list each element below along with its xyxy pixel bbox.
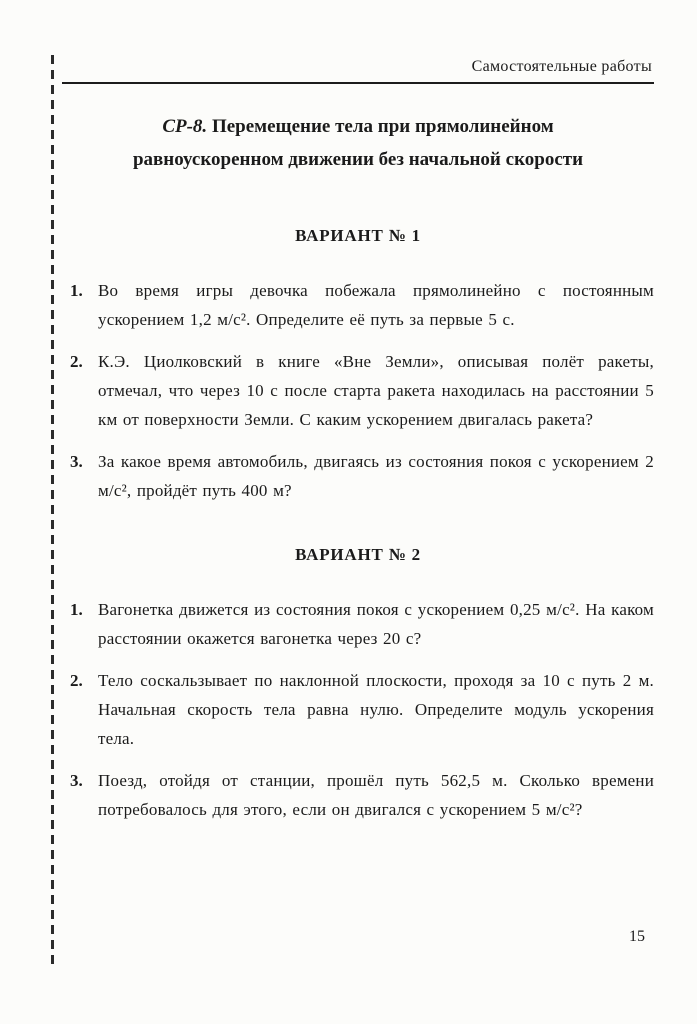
variant-1-problems	[62, 276, 654, 505]
problem-text: Поезд, отойдя от станции, прошёл путь 562,5 м. Сколько времени потребовалось для этого, если он двигался с ускорением 5 м/с²?	[98, 771, 654, 819]
running-header: Самостоятельные работы	[471, 58, 652, 75]
worksheet-title-text: Перемещение тела при прямолинейном равноускоренном движении без начальной скорости	[132, 116, 584, 170]
problem-item	[62, 276, 654, 334]
problem-item	[62, 347, 654, 434]
variant-2-problems	[62, 595, 654, 824]
problem-text: За какое время автомобиль, двигаясь из состояния покоя с ускорением 2 м/с², пройдёт путь 400 м?	[98, 452, 654, 500]
variant-2-section	[62, 545, 654, 824]
problem-item	[62, 666, 654, 753]
page-tear-dashed-line	[51, 55, 54, 965]
variant-2-heading: ВАРИАНТ № 2	[295, 545, 421, 564]
problem-number: 3.	[70, 771, 83, 790]
variant-1-heading: ВАРИАНТ № 1	[295, 226, 421, 245]
problem-text: К.Э. Циолковский в книге «Вне Земли», описывая полёт ракеты, отмечал, что через 10 с после старта ракета находилась на расстоянии 5 км от поверхности Земли. С каким ускорением двигалась ракета?	[98, 352, 654, 429]
worksheet-code: СР-8.	[162, 116, 208, 137]
variant-1-section	[62, 226, 654, 505]
problem-text: Во время игры девочка побежала прямолинейно с постоянным ускорением 1,2 м/с². Определите её путь за первые 5 с.	[98, 281, 654, 329]
problem-number: 1.	[70, 281, 83, 300]
problem-number: 3.	[70, 452, 83, 471]
problem-text: Вагонетка движется из состояния покоя с ускорением 0,25 м/с². На каком расстоянии окажется вагонетка через 20 с?	[98, 600, 654, 648]
problem-number: 2.	[70, 352, 83, 371]
problem-text: Тело соскальзывает по наклонной плоскости, проходя за 10 с путь 2 м. Начальная скорость тела равна нулю. Определите модуль ускорения тела.	[98, 671, 654, 748]
problem-number: 2.	[70, 671, 83, 690]
page-number: 15	[629, 928, 645, 945]
worksheet-title	[62, 110, 654, 176]
problem-item	[62, 595, 654, 653]
header-rule	[62, 82, 654, 84]
problem-item	[62, 447, 654, 505]
page-content	[62, 58, 654, 837]
problem-number: 1.	[70, 600, 83, 619]
problem-item	[62, 766, 654, 824]
